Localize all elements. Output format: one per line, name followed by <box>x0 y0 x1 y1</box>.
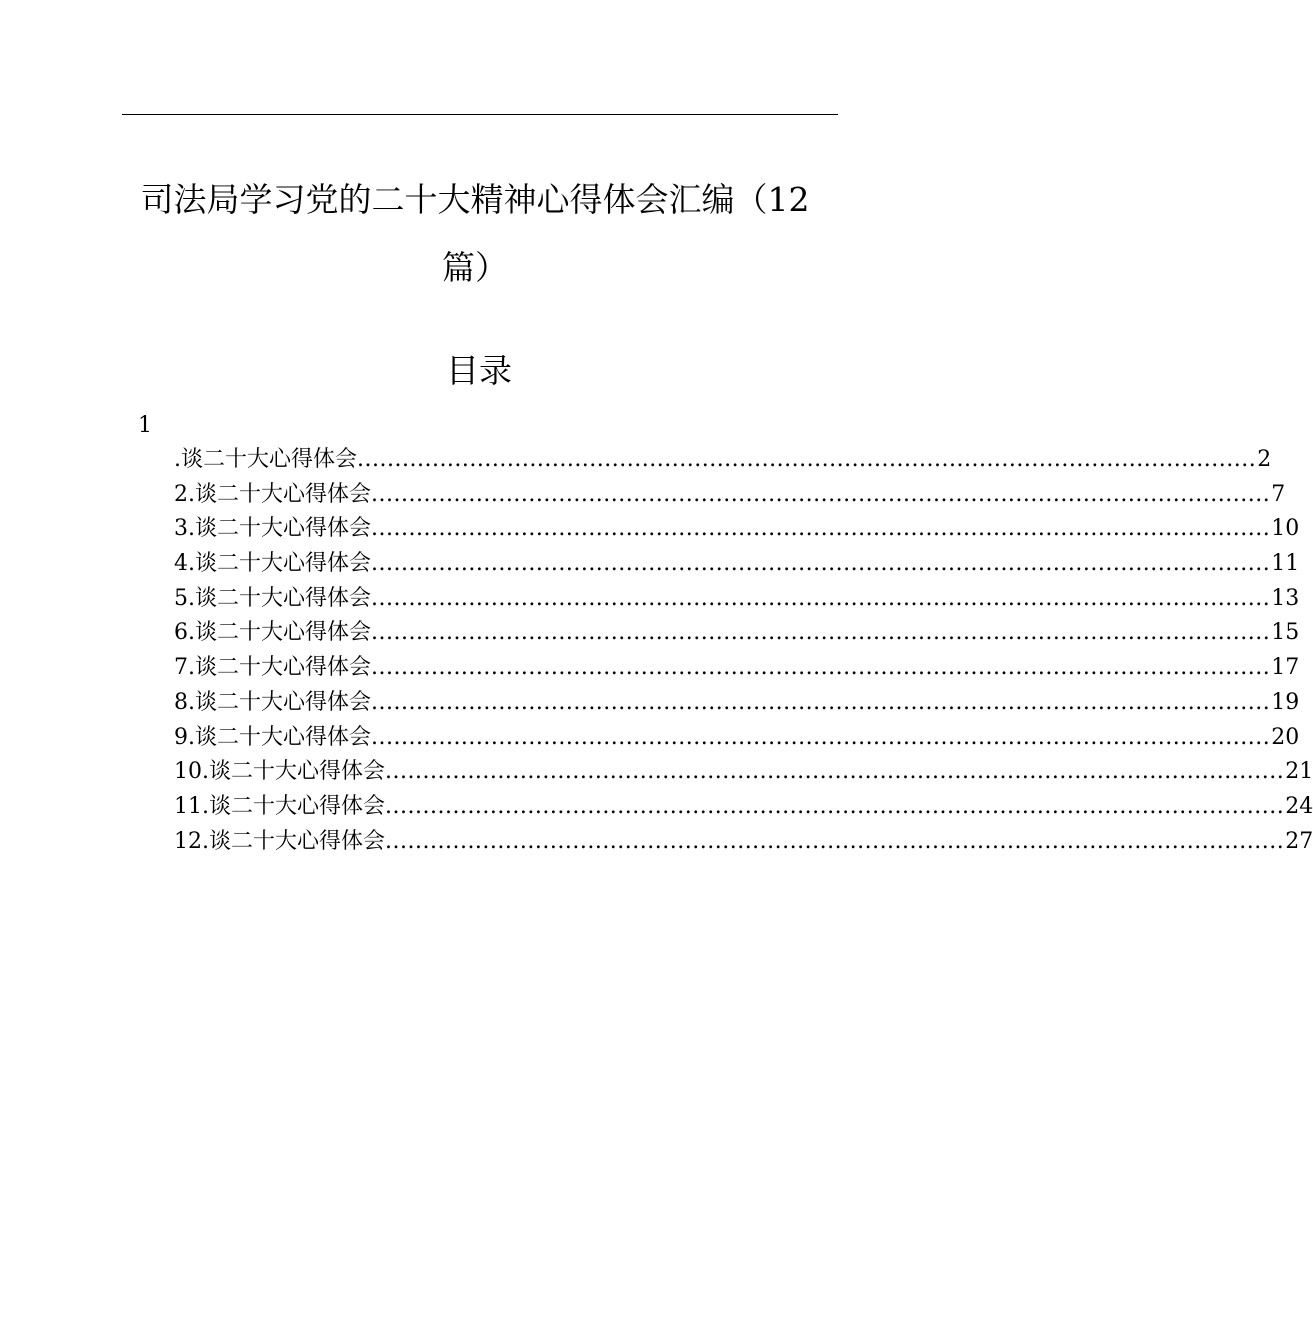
toc-entry-page: 11 <box>1271 551 1300 577</box>
toc-entry-label <box>174 651 371 686</box>
toc-entry-page: 24 <box>1285 793 1313 819</box>
toc-entry-prefix: 7. <box>174 655 195 681</box>
toc-entry[interactable] <box>174 478 1286 513</box>
toc-entry-title: 谈二十大心得体会 <box>195 516 372 542</box>
toc-entry-prefix: 3. <box>174 516 195 542</box>
toc-entry[interactable] <box>174 651 1300 686</box>
toc-entry-label <box>174 790 385 825</box>
toc-entry-prefix: 6. <box>174 620 195 646</box>
header-rule <box>122 114 838 115</box>
toc-leader-dots: ........................................................................................................................ <box>371 481 1271 507</box>
toc-entry-prefix: 9. <box>174 724 195 750</box>
toc-entry-page: 15 <box>1271 620 1300 646</box>
toc-entry-title: 谈二十大心得体会 <box>209 828 386 854</box>
toc-entry-page: 21 <box>1285 759 1313 785</box>
document-title-line-2: 篇） <box>442 248 508 287</box>
title-text: 司法局学习党的二十大精神心得体会汇编（ <box>140 180 768 219</box>
toc-entry-title: 谈二十大心得体会 <box>195 724 372 750</box>
title-count: 12 <box>767 180 810 219</box>
toc-entry-page: 19 <box>1271 689 1300 715</box>
toc-heading: 目录 <box>446 351 512 390</box>
toc-entry-page: 2 <box>1257 447 1272 472</box>
toc-entry-label <box>174 512 371 547</box>
toc-entry-page: 13 <box>1271 585 1300 611</box>
toc-entry[interactable] <box>174 755 1313 790</box>
toc-entry[interactable] <box>174 790 1313 825</box>
toc-entry-label <box>174 478 371 513</box>
toc-entry-prefix: 2. <box>174 481 195 507</box>
toc-entry-prefix: 5. <box>174 585 195 611</box>
toc-entry-page: 10 <box>1271 516 1300 542</box>
toc-leader-dots: ........................................................................................................................ <box>371 689 1271 715</box>
toc-entry-title: 谈二十大心得体会 <box>195 655 372 681</box>
toc-entry-prefix: 10. <box>174 759 209 785</box>
toc-leader-dots: ........................................................................................................................ <box>385 828 1285 854</box>
toc-entry-page: 27 <box>1285 828 1313 854</box>
toc-entry-title: 谈二十大心得体会 <box>209 759 386 785</box>
toc-first-entry-number: 1 <box>138 413 152 438</box>
toc-entry-label <box>174 686 371 721</box>
toc-entry-title: 谈二十大心得体会 <box>195 689 372 715</box>
toc-entry[interactable] <box>174 616 1300 651</box>
toc-entry-label <box>174 582 371 617</box>
toc-entry[interactable] <box>174 443 1272 478</box>
toc-entry-prefix: 8. <box>174 689 195 715</box>
toc-leader-dots: ........................................................................................................................ <box>385 793 1285 819</box>
toc-entry-title: 谈二十大心得体会 <box>195 551 372 577</box>
toc-entry-label <box>174 443 357 478</box>
toc-entry-page: 7 <box>1271 481 1286 507</box>
toc-entry-label <box>174 825 385 860</box>
toc-leader-dots: ........................................................................................................................ <box>371 620 1271 646</box>
toc-entry-prefix: 11. <box>174 793 209 819</box>
toc-leader-dots: ........................................................................................................................ <box>385 759 1285 785</box>
toc-leader-dots: ........................................................................................................................ <box>357 447 1257 472</box>
toc-entry-title: 谈二十大心得体会 <box>195 481 372 507</box>
toc-leader-dots: ........................................................................................................................ <box>371 724 1271 750</box>
toc-entry[interactable] <box>174 825 1313 860</box>
toc-entry-page: 17 <box>1271 655 1300 681</box>
toc-entry[interactable] <box>174 512 1300 547</box>
toc-entry-prefix: . <box>174 447 181 472</box>
toc-entry[interactable] <box>174 686 1300 721</box>
document-title-line-1 <box>0 180 950 220</box>
toc-entry-title: 谈二十大心得体会 <box>195 620 372 646</box>
toc-entry-prefix: 4. <box>174 551 195 577</box>
toc-entry[interactable] <box>174 582 1300 617</box>
toc-entry-prefix: 12. <box>174 828 209 854</box>
toc-entry-label <box>174 616 371 651</box>
toc-entry[interactable] <box>174 547 1300 582</box>
toc-leader-dots: ........................................................................................................................ <box>371 585 1271 611</box>
toc-entry-title: 谈二十大心得体会 <box>181 447 358 472</box>
toc-entry-page: 20 <box>1271 724 1300 750</box>
toc-entry[interactable] <box>174 721 1300 756</box>
toc-entry-label <box>174 755 385 790</box>
toc-entry-title: 谈二十大心得体会 <box>209 793 386 819</box>
toc-leader-dots: ........................................................................................................................ <box>371 551 1271 577</box>
table-of-contents <box>174 443 1313 859</box>
toc-leader-dots: ........................................................................................................................ <box>371 655 1271 681</box>
toc-entry-label <box>174 721 371 756</box>
toc-entry-title: 谈二十大心得体会 <box>195 585 372 611</box>
toc-entry-label <box>174 547 371 582</box>
toc-leader-dots: ........................................................................................................................ <box>371 516 1271 542</box>
